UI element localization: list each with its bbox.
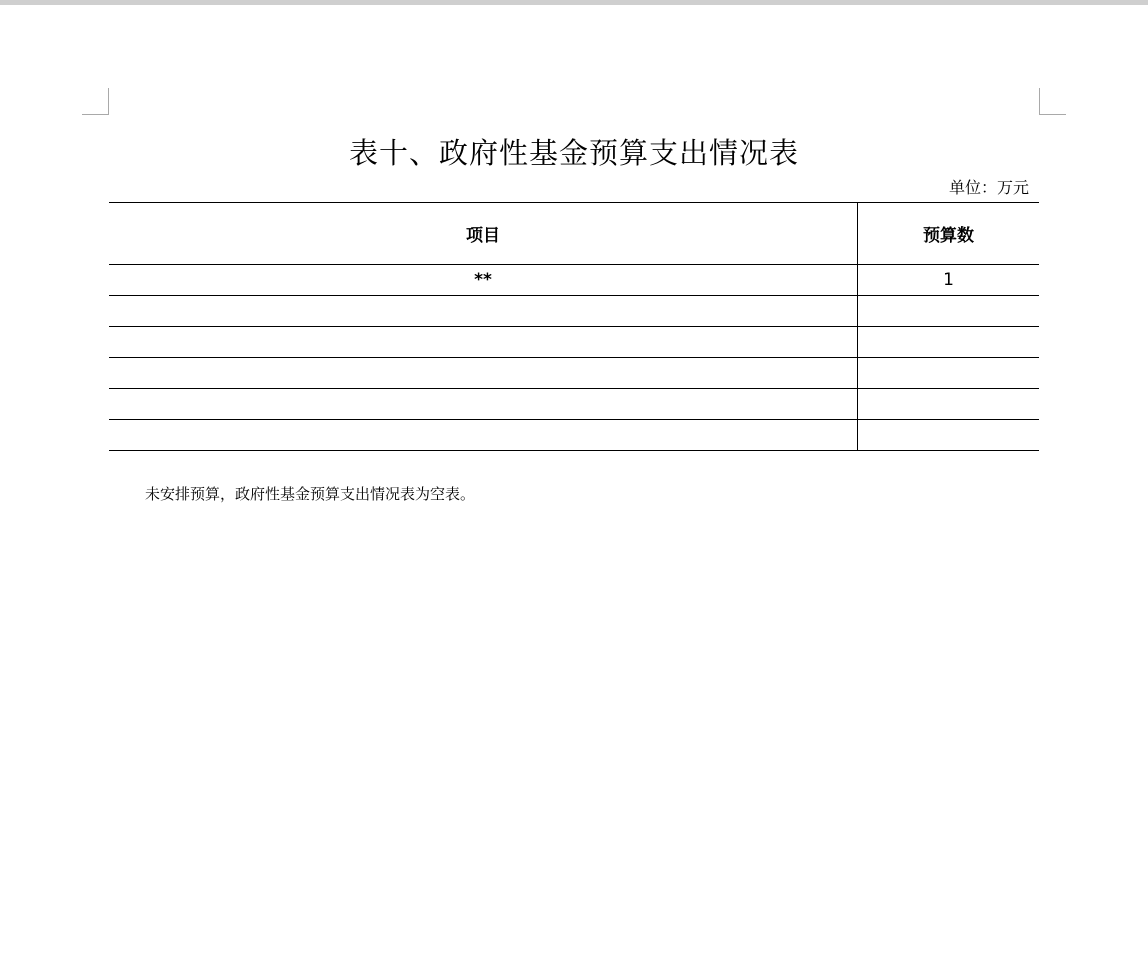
table-cell-item — [109, 420, 858, 451]
page-margin-mark-top-right — [1039, 88, 1066, 115]
table-cell-item — [109, 358, 858, 389]
table-cell-budget — [858, 389, 1040, 420]
page-margin-mark-top-left — [82, 88, 109, 115]
table-cell-item — [109, 389, 858, 420]
table-cell-budget — [858, 296, 1040, 327]
page-title: 表十、政府性基金预算支出情况表 — [348, 136, 799, 170]
unit-label: 单位：万元 — [948, 178, 1029, 197]
table-row — [109, 296, 1039, 327]
table-note: 未安排预算，政府性基金预算支出情况表为空表。 — [145, 485, 476, 503]
budget-table — [109, 202, 1039, 451]
table-cell-budget: 1 — [858, 265, 1040, 296]
table-cell-budget — [858, 420, 1040, 451]
column-header-budget: 预算数 — [858, 203, 1040, 265]
table-cell-item — [109, 327, 858, 358]
table-cell-item: ** — [109, 265, 858, 296]
table-cell-budget — [858, 358, 1040, 389]
top-scroll-edge — [0, 0, 1148, 5]
table-row — [109, 265, 1039, 296]
table-row — [109, 389, 1039, 420]
column-header-item: 项目 — [109, 203, 858, 265]
table-cell-budget — [858, 327, 1040, 358]
table-row — [109, 420, 1039, 451]
table-cell-item — [109, 296, 858, 327]
table-header-row — [109, 203, 1039, 265]
table-row — [109, 327, 1039, 358]
table-row — [109, 358, 1039, 389]
